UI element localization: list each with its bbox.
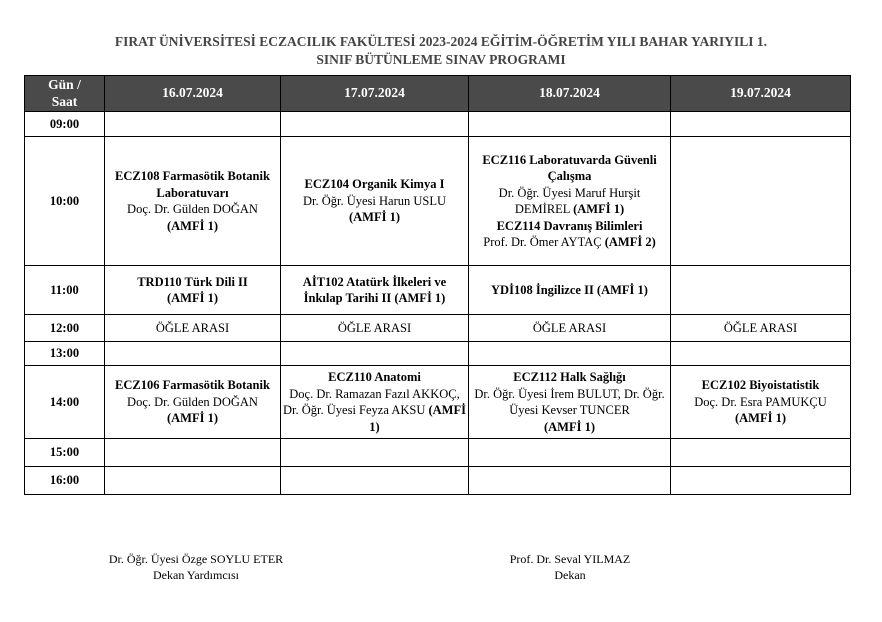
exam-cell [105, 137, 281, 266]
instructor [283, 386, 466, 436]
empty-cell [671, 266, 851, 315]
day-header: 18.07.2024 [469, 76, 671, 112]
signatory-name: Dr. Öğr. Üyesi Özge SOYLU ETER [108, 552, 284, 566]
room: (AMFİ 1) [573, 202, 625, 216]
title-line-1: FIRAT ÜNİVERSİTESİ ECZACILIK FAKÜLTESİ 2023-2024 EĞİTİM-ÖĞRETİM YILI BAHAR YARIYILI 1. [114, 34, 768, 49]
table-row [25, 137, 851, 266]
instructor: Dr. Öğr. Üyesi Harun USLU [302, 193, 447, 208]
empty-cell [469, 112, 671, 137]
empty-cell [469, 439, 671, 467]
room: (AMFİ 1) [166, 218, 219, 233]
empty-cell [105, 467, 281, 495]
empty-cell [281, 342, 469, 366]
course-name: ECZ116 Laboratuvarda Güvenli Çalışma [482, 152, 657, 183]
exam-cell [281, 266, 469, 315]
corner-header [25, 76, 105, 112]
day-header: 17.07.2024 [281, 76, 469, 112]
course-name: TRD110 Türk Dili II [137, 274, 248, 289]
hour-cell: 13:00 [25, 342, 105, 366]
empty-cell [671, 439, 851, 467]
signature-block-dean [485, 551, 655, 583]
course-name: ECZ108 Farmasötik Botanik Laboratuvarı [115, 169, 270, 200]
hour-cell: 15:00 [25, 439, 105, 467]
day-header: 19.07.2024 [671, 76, 851, 112]
instructor: Dr. Öğr. Üyesi İrem BULUT, Dr. Öğr. Üyesi Kevser TUNCER [474, 386, 665, 417]
signatory-name: Prof. Dr. Seval YILMAZ [509, 552, 631, 566]
corner-hour-label: Saat [51, 93, 78, 109]
course-name: ECZ110 Anatomi [328, 370, 421, 384]
instructor-name: Doç. Dr. Ramazan Fazıl AKKOÇ, Dr. Öğr. Üyesi Feyza AKSU [283, 386, 460, 417]
exam-cell [469, 137, 671, 266]
room: (AMFİ 1) [734, 411, 787, 426]
table-row [25, 366, 851, 439]
empty-cell [671, 112, 851, 137]
room: (AMFİ 1) [543, 419, 596, 434]
instructor [471, 185, 668, 218]
empty-cell [281, 112, 469, 137]
lunch-break-cell: ÖĞLE ARASI [671, 315, 851, 342]
exam-schedule-table [24, 75, 851, 495]
exam-cell [281, 137, 469, 266]
empty-cell [671, 467, 851, 495]
exam-cell [105, 266, 281, 315]
hour-cell: 09:00 [25, 112, 105, 137]
empty-cell [469, 342, 671, 366]
empty-cell [671, 342, 851, 366]
hour-cell: 12:00 [25, 315, 105, 342]
exam-cell [469, 266, 671, 315]
exam-cell [105, 366, 281, 439]
empty-cell [281, 467, 469, 495]
course-name: ECZ114 Davranış Bilimleri [496, 218, 643, 233]
course-name: ECZ106 Farmasötik Botanik [115, 378, 270, 393]
empty-cell [281, 439, 469, 467]
exam-cell [469, 366, 671, 439]
course-name: AİT102 Atatürk İlkeleri ve İnkılap Tarihi II (AMFİ 1) [302, 274, 447, 305]
instructor-name: Prof. Dr. Ömer AYTAÇ [483, 235, 602, 249]
empty-cell [671, 137, 851, 266]
room: (AMFİ 1) [369, 403, 466, 434]
room: (AMFİ 1) [348, 210, 401, 225]
course-name: ECZ104 Organik Kimya I [304, 177, 445, 192]
course-name: YDİ108 İngilizce II (AMFİ 1) [491, 282, 648, 297]
document-title [0, 33, 882, 69]
room: (AMFİ 1) [166, 291, 219, 305]
empty-cell [105, 112, 281, 137]
hour-cell: 16:00 [25, 467, 105, 495]
hour-cell: 10:00 [25, 137, 105, 266]
empty-cell [105, 439, 281, 467]
title-line-2: SINIF BÜTÜNLEME SINAV PROGRAMI [316, 52, 566, 67]
hour-cell: 11:00 [25, 266, 105, 315]
room: (AMFİ 2) [604, 235, 656, 249]
instructor-name: Dr. Öğr. Üyesi Maruf Hurşit DEMİREL [498, 185, 641, 216]
instructor: Doç. Dr. Gülden DOĞAN [127, 394, 258, 409]
exam-cell [281, 366, 469, 439]
table-row [25, 112, 851, 137]
table-row [25, 467, 851, 495]
empty-cell [469, 467, 671, 495]
day-header: 16.07.2024 [105, 76, 281, 112]
course-name: ECZ112 Halk Sağlığı [513, 370, 626, 384]
hour-cell: 14:00 [25, 366, 105, 439]
empty-cell [105, 342, 281, 366]
lunch-break-cell: ÖĞLE ARASI [281, 315, 469, 342]
exam-cell [671, 366, 851, 439]
lunch-break-cell: ÖĞLE ARASI [469, 315, 671, 342]
instructor: Doç. Dr. Gülden DOĞAN [127, 202, 258, 216]
signatory-role: Dekan Yardımcısı [153, 568, 239, 582]
instructor: Doç. Dr. Esra PAMUKÇU [694, 394, 827, 409]
instructor [471, 234, 668, 251]
table-row [25, 439, 851, 467]
course-name: ECZ102 Biyoistatistik [701, 378, 820, 393]
signatory-role: Dekan [554, 568, 586, 582]
header-row [25, 76, 851, 112]
signature-block-vice-dean [80, 551, 312, 583]
room: (AMFİ 1) [166, 411, 219, 426]
table-row [25, 315, 851, 342]
lunch-break-cell: ÖĞLE ARASI [105, 315, 281, 342]
corner-day-label: Gün / [48, 77, 81, 92]
table-row [25, 266, 851, 315]
table-row [25, 342, 851, 366]
